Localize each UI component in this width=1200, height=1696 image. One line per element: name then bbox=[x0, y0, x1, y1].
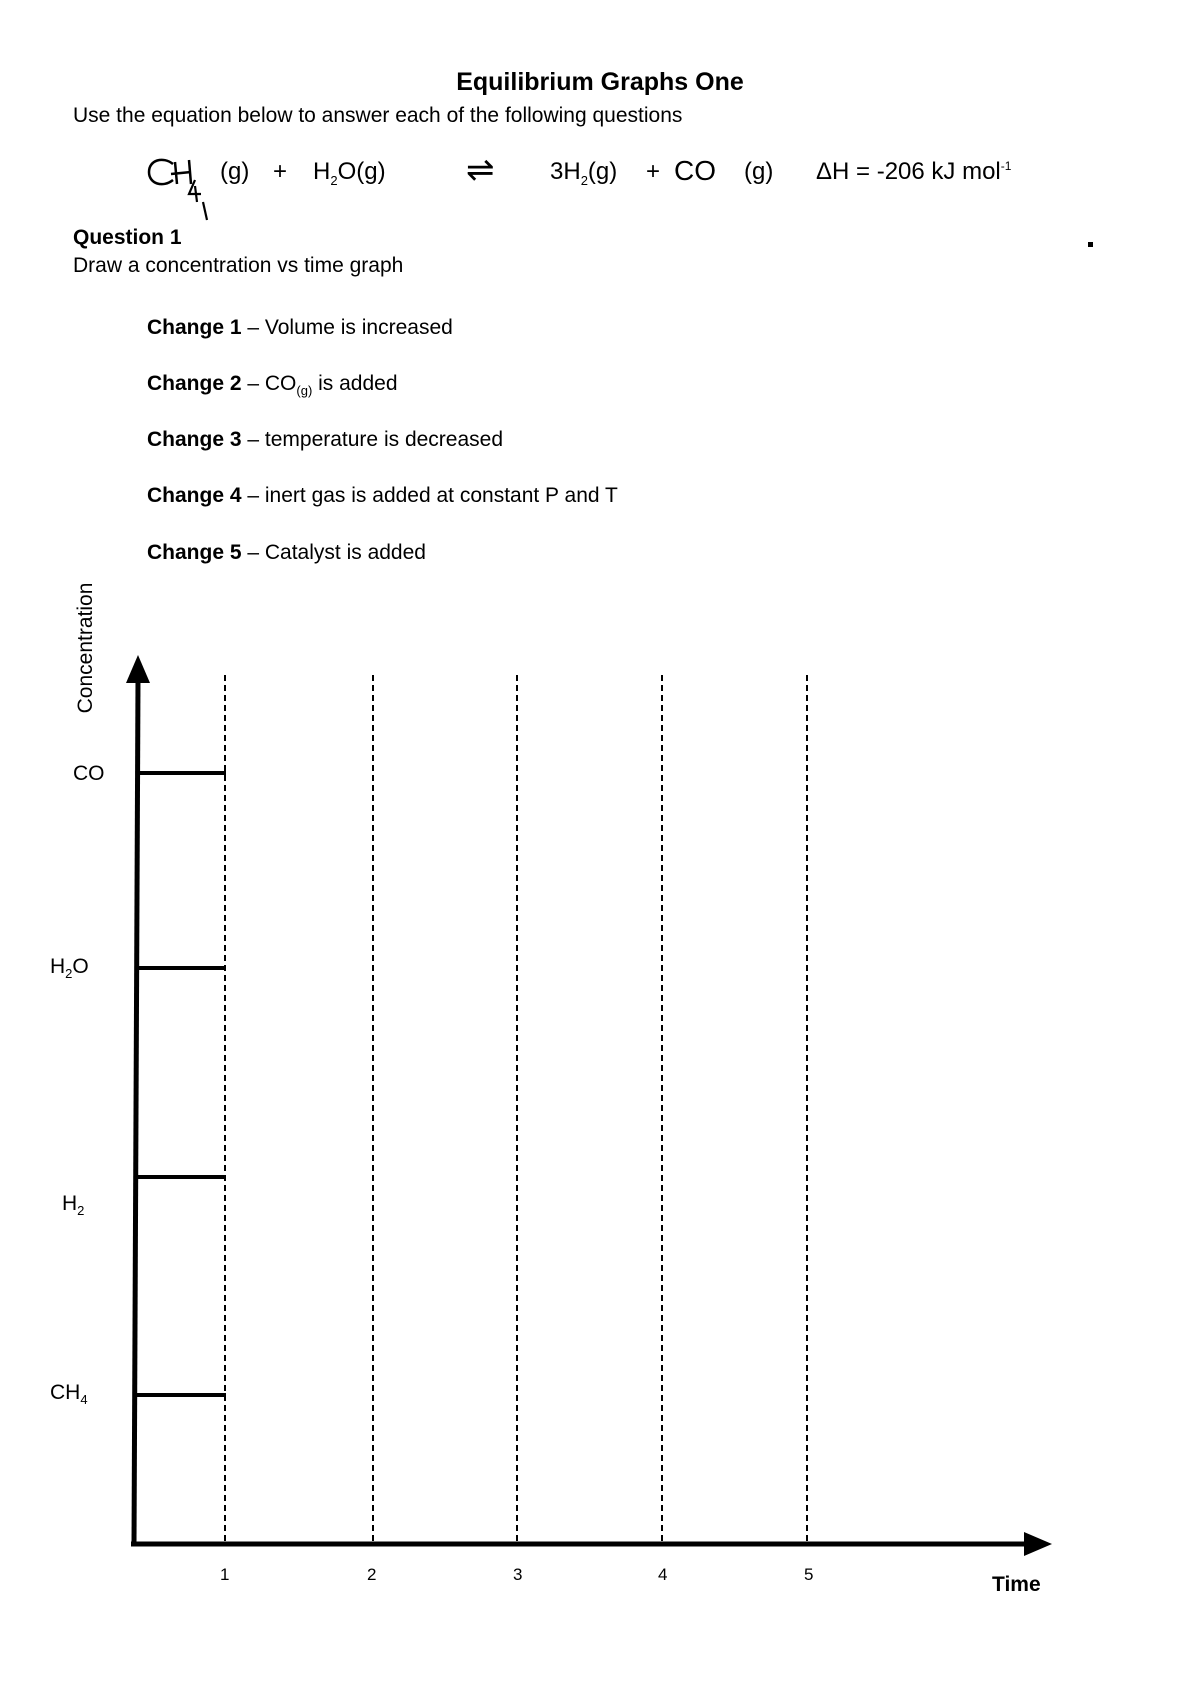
y-axis-label: Concentration bbox=[74, 582, 97, 714]
reactant-water: $H_2O(g)$ bbox=[313, 158, 386, 188]
tick-label: 4 bbox=[658, 1565, 668, 1584]
question-heading: Question 1 bbox=[73, 226, 182, 249]
change-4: Change 4 – inert gas is added at constant P and T bbox=[147, 484, 618, 507]
intro-text: Use the equation below to answer each of the following questions bbox=[73, 104, 683, 127]
y-axis bbox=[134, 680, 138, 1544]
x-axis-label: Time bbox=[992, 1573, 1041, 1596]
x-axis-arrow-icon bbox=[1024, 1532, 1052, 1556]
species-label-ch4: $CH_4$ bbox=[50, 1381, 88, 1408]
page-title: Equilibrium Graphs One bbox=[456, 68, 744, 96]
y-axis-arrow-icon bbox=[126, 655, 150, 683]
plus-sign: + bbox=[273, 158, 288, 185]
product-co: CO bbox=[674, 155, 716, 186]
change-3: Change 3 – temperature is decreased bbox=[147, 428, 504, 451]
species-label-h2o: $H_2O$ bbox=[50, 955, 89, 982]
tick-label: 1 bbox=[220, 1565, 230, 1584]
equilibrium-arrow-icon: ⇌ bbox=[466, 151, 495, 189]
species-label-co: CO bbox=[73, 762, 105, 785]
plus-sign-2: + bbox=[646, 158, 661, 185]
tick-label: 3 bbox=[513, 1565, 523, 1584]
tick-label: 5 bbox=[804, 1565, 814, 1584]
species-label-h2: $H_2$ bbox=[62, 1192, 85, 1219]
enthalpy: ΔH = -206 kJ mol$^{-1}$ bbox=[816, 158, 1012, 185]
change-2: Change $2 - CO_{(g)}$ is added bbox=[147, 372, 398, 399]
product-hydrogen: $3H_2(g)$ bbox=[550, 158, 618, 188]
co-state: (g) bbox=[744, 158, 774, 185]
ch4-state: (g) bbox=[220, 158, 250, 185]
tick-label: 2 bbox=[367, 1565, 377, 1584]
change-5: Change 5 – Catalyst is added bbox=[147, 541, 426, 564]
question-instruction: Draw a concentration vs time graph bbox=[73, 254, 404, 277]
change-1: Change 1 – Volume is increased bbox=[147, 316, 453, 339]
